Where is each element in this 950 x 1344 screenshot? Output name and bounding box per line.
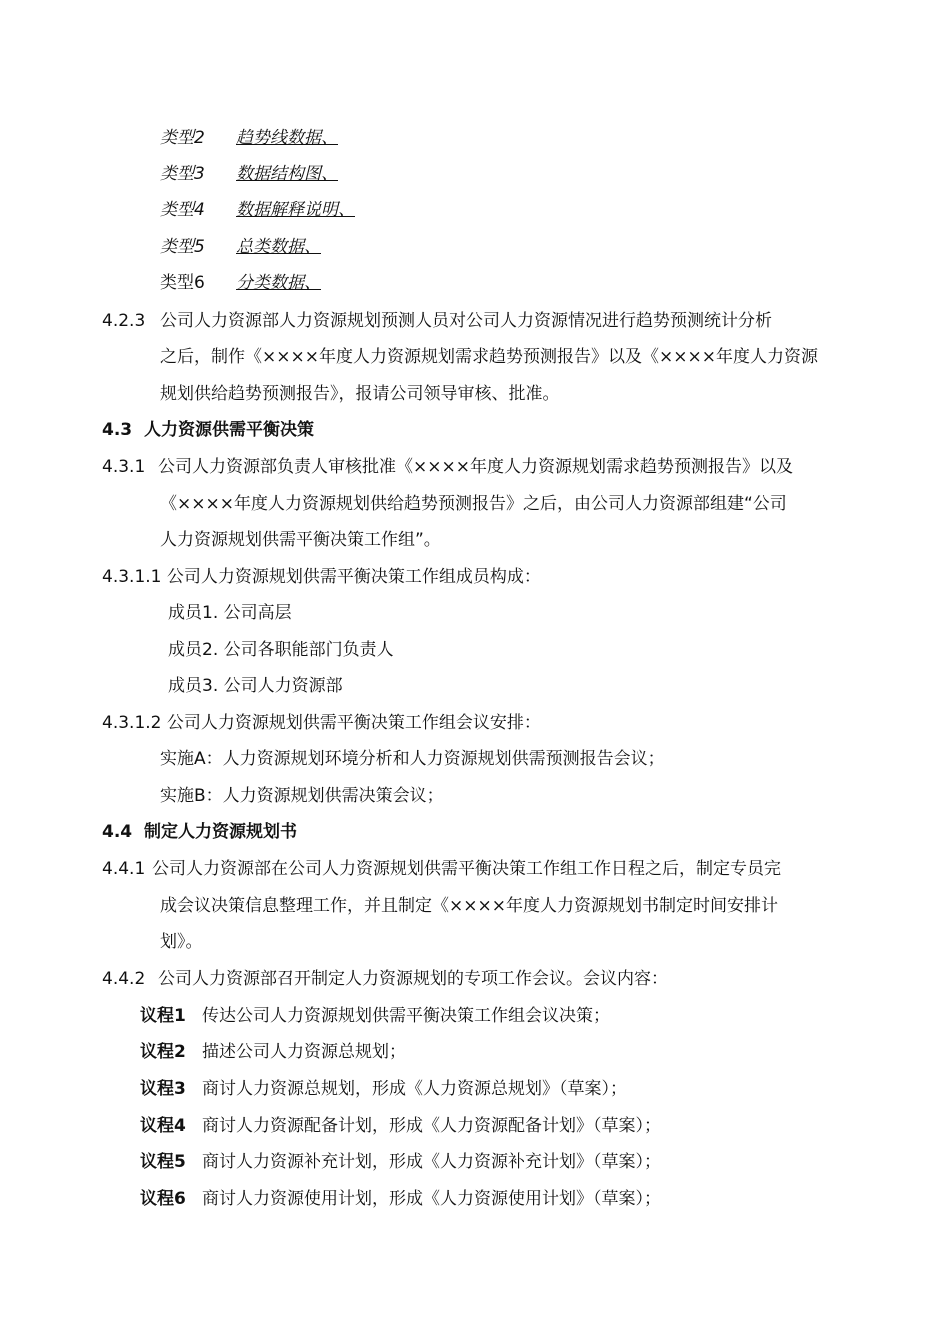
implementation-label: 实施A： xyxy=(160,749,223,769)
paragraph-line: 《××××年度人力资源规划供给趋势预测报告》之后，由公司人力资源部组建“公司 xyxy=(160,494,787,514)
agenda-value: 商讨人力资源补充计划，形成《人力资源补充计划》（草案）； xyxy=(202,1152,661,1172)
section-number: 4.3.1 xyxy=(102,457,146,477)
agenda-label: 议程3 xyxy=(140,1079,186,1099)
agenda-item xyxy=(140,1150,661,1174)
agenda-label: 议程2 xyxy=(140,1042,186,1062)
paragraph-line: 公司人力资源部召开制定人力资源规划的专项工作会议。会议内容： xyxy=(158,969,668,989)
type-label: 类型4 xyxy=(160,200,205,220)
section-number: 4.4.1 xyxy=(102,859,146,879)
paragraph-line: 公司人力资源部人力资源规划预测人员对公司人力资源情况进行趋势预测统计分析 xyxy=(160,311,772,331)
section-number: 4.3.1.1 xyxy=(102,567,162,587)
member-value: 公司各职能部门负责人 xyxy=(223,640,394,660)
agenda-label: 议程6 xyxy=(140,1189,186,1209)
section-4-2-3 xyxy=(102,309,772,333)
agenda-value: 商讨人力资源使用计划，形成《人力资源使用计划》（草案）； xyxy=(202,1189,661,1209)
member-label: 成员1. xyxy=(168,603,219,623)
agenda-item xyxy=(140,1114,661,1138)
member-label: 成员3. xyxy=(168,676,219,696)
paragraph-line: 成会议决策信息整理工作，并且制定《××××年度人力资源规划书制定时间安排计 xyxy=(160,896,778,916)
agenda-item xyxy=(140,1004,610,1028)
implementation-value: 人力资源规划环境分析和人力资源规划供需预测报告会议； xyxy=(222,749,665,769)
paragraph-line: 人力资源规划供需平衡决策工作组”。 xyxy=(160,530,441,550)
implementation-value: 人力资源规划供需决策会议； xyxy=(222,786,444,806)
paragraph-line: 公司人力资源部负责人审核批准《××××年度人力资源规划需求趋势预测报告》以及 xyxy=(158,457,793,477)
member-item xyxy=(168,601,292,625)
implementation-label: 实施B： xyxy=(160,786,223,806)
section-4-3-1-2 xyxy=(102,711,541,735)
agenda-label: 议程1 xyxy=(140,1006,186,1026)
member-item xyxy=(168,638,394,662)
section-4-4-1 xyxy=(102,857,781,881)
type-item xyxy=(160,162,338,186)
agenda-value: 传达公司人力资源规划供需平衡决策工作组会议决策； xyxy=(202,1006,610,1026)
paragraph-line: 划》。 xyxy=(160,932,203,952)
member-item xyxy=(168,674,343,698)
section-4-3-1 xyxy=(102,455,793,479)
type-label: 类型2 xyxy=(160,128,205,148)
type-item xyxy=(160,126,338,150)
agenda-value: 商讨人力资源总规划，形成《人力资源总规划》（草案）； xyxy=(202,1079,627,1099)
type-value: 数据解释说明、 xyxy=(236,200,355,220)
paragraph-line: 公司人力资源规划供需平衡决策工作组成员构成： xyxy=(166,567,541,587)
heading-4-4 xyxy=(102,820,297,844)
agenda-value: 描述公司人力资源总规划； xyxy=(202,1042,406,1062)
type-label: 类型6 xyxy=(160,273,205,293)
agenda-value: 商讨人力资源配备计划，形成《人力资源配备计划》（草案）； xyxy=(202,1116,661,1136)
agenda-item xyxy=(140,1077,627,1101)
paragraph-line: 公司人力资源规划供需平衡决策工作组会议安排： xyxy=(166,713,541,733)
heading-4-3 xyxy=(102,418,314,442)
paragraph-line: 之后，制作《××××年度人力资源规划需求趋势预测报告》以及《××××年度人力资源 xyxy=(160,347,818,367)
member-label: 成员2. xyxy=(168,640,219,660)
member-value: 公司高层 xyxy=(223,603,292,623)
agenda-item xyxy=(140,1187,661,1211)
type-value: 总类数据、 xyxy=(236,237,321,257)
section-4-4-2 xyxy=(102,967,668,991)
section-4-3-1-1 xyxy=(102,565,541,589)
paragraph-line: 规划供给趋势预测报告》，报请公司领导审核、批准。 xyxy=(160,384,560,404)
implementation-item xyxy=(160,747,665,771)
section-number: 4.4 xyxy=(102,822,133,842)
section-number: 4.3 xyxy=(102,420,133,440)
paragraph-line: 公司人力资源部在公司人力资源规划供需平衡决策工作组工作日程之后，制定专员完 xyxy=(152,859,781,879)
member-value: 公司人力资源部 xyxy=(223,676,343,696)
type-item xyxy=(160,198,355,222)
type-item xyxy=(160,235,321,259)
section-number: 4.4.2 xyxy=(102,969,146,989)
type-label: 类型3 xyxy=(160,164,205,184)
type-value: 趋势线数据、 xyxy=(236,128,338,148)
agenda-label: 议程4 xyxy=(140,1116,186,1136)
type-value: 分类数据、 xyxy=(236,273,321,293)
type-item xyxy=(160,271,321,295)
section-number: 4.2.3 xyxy=(102,311,146,331)
section-title: 人力资源供需平衡决策 xyxy=(144,420,314,440)
type-label: 类型5 xyxy=(160,237,205,257)
implementation-item xyxy=(160,784,444,808)
agenda-label: 议程5 xyxy=(140,1152,186,1172)
agenda-item xyxy=(140,1040,406,1064)
section-number: 4.3.1.2 xyxy=(102,713,162,733)
section-title: 制定人力资源规划书 xyxy=(144,822,297,842)
type-value: 数据结构图、 xyxy=(236,164,338,184)
